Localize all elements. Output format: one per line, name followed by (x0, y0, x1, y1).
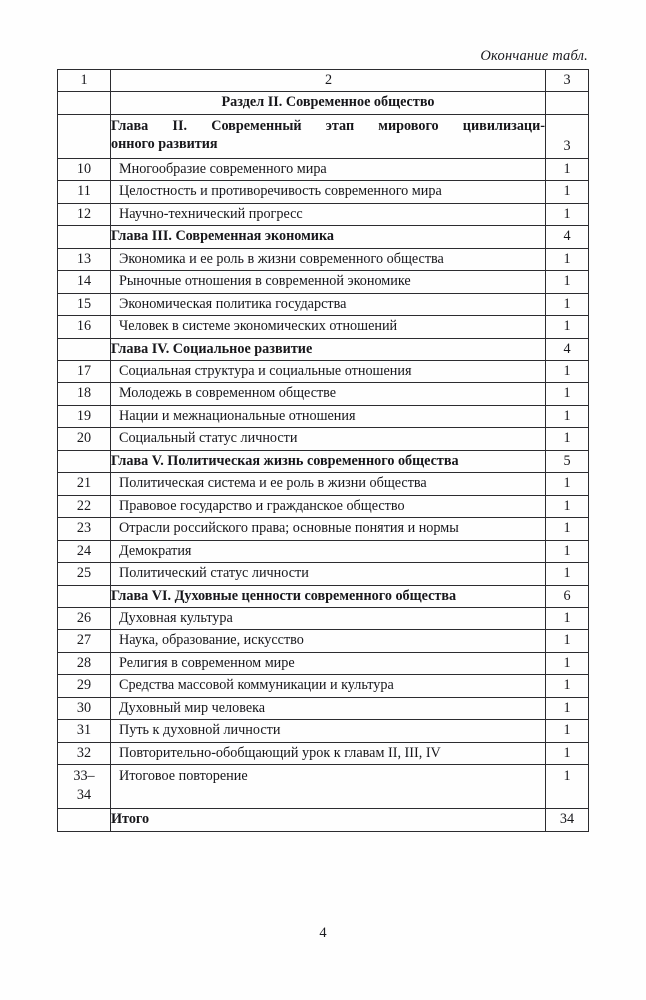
row-topic: Научно-технический прогресс (111, 203, 546, 225)
row-topic: Путь к духовной личности (111, 720, 546, 742)
row-hours: 1 (546, 607, 589, 629)
row-num: 25 (58, 563, 111, 585)
section-banner-row (58, 92, 589, 114)
total-hours: 34 (546, 809, 589, 831)
row-hours: 1 (546, 742, 589, 764)
chapter-2-num (58, 114, 111, 158)
continuation-caption: Окончание табл. (480, 48, 588, 64)
row-hours: 1 (546, 316, 589, 338)
table-body (58, 70, 589, 832)
row-topic: Нации и межнациональные отношения (111, 405, 546, 427)
table-row (58, 316, 589, 338)
row-hours: 1 (546, 652, 589, 674)
row-num: 23 (58, 518, 111, 540)
row-num: 21 (58, 473, 111, 495)
section-banner-hours (546, 92, 589, 114)
chapter-5-hours: 5 (546, 450, 589, 472)
row-num: 19 (58, 405, 111, 427)
row-num: 22 (58, 495, 111, 517)
total-num (58, 809, 111, 831)
chapter-6-num (58, 585, 111, 607)
row-num: 32 (58, 742, 111, 764)
row-topic: Демократия (111, 540, 546, 562)
row-num: 29 (58, 675, 111, 697)
row-topic: Экономическая политика государства (111, 293, 546, 315)
row-topic: Духовная культура (111, 607, 546, 629)
row-num: 20 (58, 428, 111, 450)
row-topic: Экономика и ее роль в жизни современного общества (111, 248, 546, 270)
column-header-2: 2 (111, 70, 546, 92)
table-row (58, 630, 589, 652)
chapter-6-hours: 6 (546, 585, 589, 607)
row-topic: Целостность и противоречивость современного мира (111, 181, 546, 203)
table-row (58, 720, 589, 742)
table-row (58, 360, 589, 382)
row-hours: 1 (546, 495, 589, 517)
row-num: 26 (58, 607, 111, 629)
table-row (58, 675, 589, 697)
chapter-2-title (111, 114, 546, 158)
table-row (58, 248, 589, 270)
row-hours: 1 (546, 360, 589, 382)
chapter-2-row (58, 114, 589, 158)
row-num: 24 (58, 540, 111, 562)
table-row (58, 383, 589, 405)
row-num: 13 (58, 248, 111, 270)
chapter-2-hours: 3 (546, 114, 589, 158)
chapter-2-title-line2: онного развития (111, 136, 218, 153)
row-num: 11 (58, 181, 111, 203)
row-topic: Правовое государство и гражданское общество (111, 495, 546, 517)
chapter-3-num (58, 226, 111, 248)
row-num: 17 (58, 360, 111, 382)
table-row (58, 563, 589, 585)
row-num: 15 (58, 293, 111, 315)
table-row (58, 742, 589, 764)
row-hours: 1 (546, 248, 589, 270)
column-header-3: 3 (546, 70, 589, 92)
final-review-num (58, 765, 111, 809)
table-row (58, 181, 589, 203)
chapter-5-row (58, 450, 589, 472)
table-row (58, 428, 589, 450)
chapter-4-row (58, 338, 589, 360)
page-number: 4 (319, 925, 327, 941)
column-header-row (58, 70, 589, 92)
row-num: 14 (58, 271, 111, 293)
row-topic: Рыночные отношения в современной экономике (111, 271, 546, 293)
row-topic: Отрасли российского права; основные понятия и нормы (111, 518, 546, 540)
row-topic: Политический статус личности (111, 563, 546, 585)
chapter-4-hours: 4 (546, 338, 589, 360)
chapter-6-title: Глава VI. Духовные ценности современного общества (111, 585, 546, 607)
row-hours: 1 (546, 428, 589, 450)
section-banner-num (58, 92, 111, 114)
row-hours: 1 (546, 203, 589, 225)
chapter-5-title: Глава V. Политическая жизнь современного общества (111, 450, 546, 472)
row-hours: 1 (546, 630, 589, 652)
row-hours: 1 (546, 383, 589, 405)
row-topic: Повторительно-обобщающий урок к главам II, III, IV (111, 742, 546, 764)
chapter-4-num (58, 338, 111, 360)
row-num: 10 (58, 158, 111, 180)
total-label: Итого (111, 809, 546, 831)
row-hours: 1 (546, 181, 589, 203)
chapter-4-title: Глава IV. Социальное развитие (111, 338, 546, 360)
table-row (58, 697, 589, 719)
row-topic: Религия в современном мире (111, 652, 546, 674)
final-review-num-line2: 34 (76, 786, 92, 803)
row-hours: 1 (546, 720, 589, 742)
row-hours: 1 (546, 271, 589, 293)
section-banner-title: Раздел II. Современное общество (111, 92, 546, 114)
table-row (58, 405, 589, 427)
row-num: 18 (58, 383, 111, 405)
row-topic: Многообразие современного мира (111, 158, 546, 180)
row-hours: 1 (546, 540, 589, 562)
row-num: 28 (58, 652, 111, 674)
table-row (58, 293, 589, 315)
table-row (58, 607, 589, 629)
row-hours: 1 (546, 563, 589, 585)
row-topic: Духовный мир человека (111, 697, 546, 719)
row-num: 12 (58, 203, 111, 225)
chapter-5-num (58, 450, 111, 472)
row-hours: 1 (546, 293, 589, 315)
row-topic: Человек в системе экономических отношений (111, 316, 546, 338)
row-topic: Социальный статус личности (111, 428, 546, 450)
final-review-row (58, 765, 589, 809)
table-row (58, 473, 589, 495)
chapter-3-row (58, 226, 589, 248)
row-hours: 1 (546, 697, 589, 719)
total-row (58, 809, 589, 831)
final-review-topic: Итоговое повторение (111, 765, 546, 809)
row-topic: Социальная структура и социальные отношения (111, 360, 546, 382)
row-hours: 1 (546, 473, 589, 495)
table-row (58, 495, 589, 517)
table-row (58, 271, 589, 293)
row-hours: 1 (546, 158, 589, 180)
curriculum-table-wrapper (57, 69, 588, 832)
table-row (58, 158, 589, 180)
row-topic: Политическая система и ее роль в жизни общества (111, 473, 546, 495)
final-review-num-line1: 33– (73, 768, 95, 785)
table-row (58, 518, 589, 540)
column-header-1: 1 (58, 70, 111, 92)
row-num: 27 (58, 630, 111, 652)
row-num: 30 (58, 697, 111, 719)
chapter-3-hours: 4 (546, 226, 589, 248)
chapter-3-title: Глава III. Современная экономика (111, 226, 546, 248)
row-hours: 1 (546, 675, 589, 697)
row-topic: Молодежь в современном обществе (111, 383, 546, 405)
row-hours: 1 (546, 518, 589, 540)
table-row (58, 652, 589, 674)
row-topic: Средства массовой коммуникации и культура (111, 675, 546, 697)
table-row (58, 540, 589, 562)
curriculum-table (57, 69, 589, 832)
row-num: 16 (58, 316, 111, 338)
row-topic: Наука, образование, искусство (111, 630, 546, 652)
row-hours: 1 (546, 405, 589, 427)
table-row (58, 203, 589, 225)
chapter-6-row (58, 585, 589, 607)
final-review-hours: 1 (546, 765, 589, 809)
chapter-2-title-line1: Глава II. Современный этап мирового цивилизаци- (111, 117, 545, 134)
row-num: 31 (58, 720, 111, 742)
